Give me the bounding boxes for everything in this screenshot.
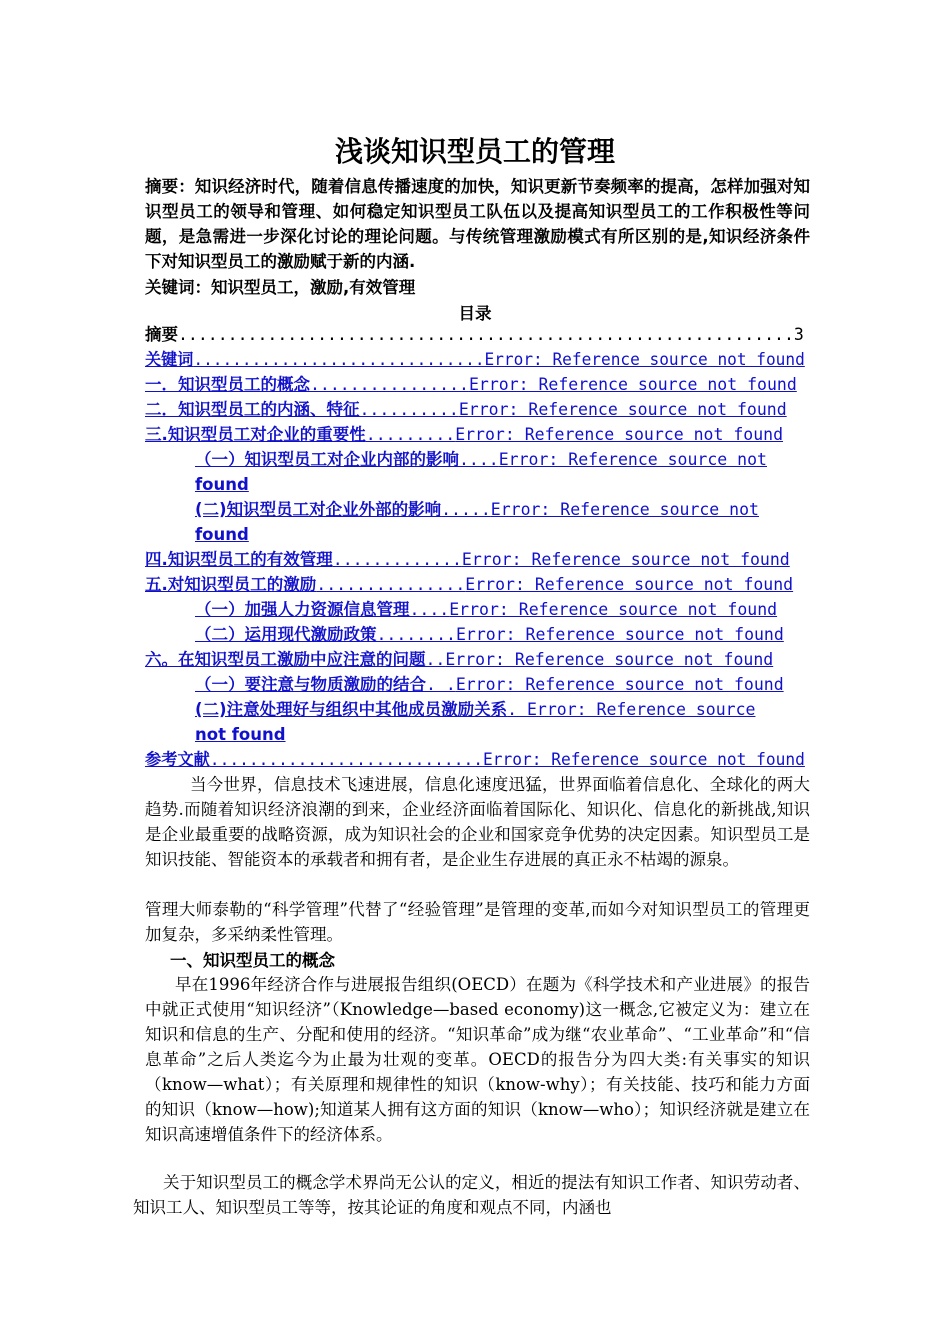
toc-entry[interactable]: [195, 672, 805, 697]
toc-page-ref: Error: Reference source not found: [461, 550, 790, 569]
toc-dot-leader: .: [507, 700, 527, 719]
toc-page-ref: Error: Reference source not found: [449, 600, 778, 619]
toc-title: 目录: [458, 304, 492, 323]
toc-page-ref: Error: Reference source not: [498, 450, 767, 469]
toc-dot-leader: ....: [409, 600, 450, 619]
toc-page-ref: Error: Reference source not found: [458, 400, 787, 419]
toc-dot-leader: ..............................................................: [178, 325, 794, 344]
toc-entry-label: （一）知识型员工对企业内部的影响: [195, 450, 459, 469]
toc-page-ref: Error: Reference source not found: [465, 575, 794, 594]
toc-dot-leader: ...............: [316, 575, 466, 594]
toc-entry[interactable]: [195, 447, 805, 472]
toc-page-ref: Error: Reference source not found: [482, 750, 805, 769]
toc-entry-label: 四.知识型员工的有效管理: [145, 550, 333, 569]
toc-entry[interactable]: [195, 622, 805, 647]
toc-dot-leader: . .: [426, 675, 456, 694]
toc-entry[interactable]: [195, 697, 805, 722]
toc-entry-label: （二）运用现代激励政策: [195, 625, 377, 644]
toc-page-ref: Error: Reference source not found: [455, 675, 784, 694]
toc-dot-leader: ............................: [209, 750, 483, 769]
toc-dot-leader: ................: [310, 375, 469, 394]
abstract-paragraph: 摘要：知识经济时代，随着信息传播速度的加快，知识更新节奏频率的提高，怎样加强对知识型员工的领导和管理、如何稳定知识型员工队伍以及提高知识型员工的工作积极性等问题，是急需进一步深化讨论的理论问题。与传统管理激励模式有所区别的是,知识经济条件下对知识型员工的激励赋于新的内涵.: [145, 177, 810, 271]
toc-page-ref: Error: Reference source not found: [484, 350, 805, 369]
definition-paragraph: 关于知识型员工的概念学术界尚无公认的定义，相近的提法有知识工作者、知识劳动者、知识工人、知识型员工等等，按其论证的角度和观点不同，内涵也: [133, 1173, 810, 1217]
toc-entry-label: 摘要: [145, 325, 178, 344]
intro-paragraph-2: 管理大师泰勒的“科学管理”代替了“经验管理”是管理的变革,而如今对知识型员工的管理更加复杂，多采纳柔性管理。: [145, 900, 810, 944]
toc-entry[interactable]: [195, 522, 249, 547]
toc-entry[interactable]: [145, 647, 805, 672]
toc-entry-label: （一）加强人力资源信息管理: [195, 600, 410, 619]
toc-page-ref: Error: Reference source not found: [468, 375, 797, 394]
toc-page-ref: Error: Reference source not found: [445, 650, 774, 669]
toc-dot-leader: ....: [459, 450, 499, 469]
toc-entry[interactable]: [145, 422, 805, 447]
toc-page-ref: Error: Reference source not found: [455, 625, 784, 644]
toc-dot-leader: .....: [441, 500, 491, 519]
toc-entry[interactable]: [145, 547, 805, 572]
toc-entry-label: 六。在知识型员工激励中应注意的问题: [145, 650, 426, 669]
toc-dot-leader: .............: [332, 550, 462, 569]
toc-dot-leader: ..............................: [193, 350, 485, 369]
toc-entry[interactable]: [145, 747, 805, 772]
toc-entry[interactable]: [145, 372, 805, 397]
toc-entry[interactable]: [195, 497, 805, 522]
concept-paragraph: 早在1996年经济合作与进展报告组织(OECD）在题为《科学技术和产业进展》的报告中就正式使用“知识经济”（Knowledge—based economy)这一概念,它被定义为：建立在知识和信息的生产、分配和使用的经济。“知识革命”成为继“农业革命”、“工业革命”和“信息革命”之后人类迄今为止最为壮观的变革。OECD的报告分为四大类:有关事实的知识（know—what）；有关原理和规律性的知识（know-why）；有关技能、技巧和能力方面的知识（know—how);知道某人拥有这方面的知识（know—who）；知识经济就是建立在知识高速增值条件下的经济体系。: [145, 975, 810, 1144]
toc-entry[interactable]: [195, 597, 805, 622]
intro-paragraph-1: 当今世界，信息技术飞速进展，信息化速度迅猛，世界面临着信息化、全球化的两大趋势.而随着知识经济浪潮的到来，企业经济面临着国际化、知识化、信息化的新挑战,知识是企业最重要的战略资源，成为知识社会的企业和国家竞争优势的决定因素。知识型员工是知识技能、智能资本的承载者和拥有者，是企业生存进展的真正永不枯竭的源泉。: [145, 775, 810, 869]
section-heading-1: 一、知识型员工的概念: [170, 951, 335, 970]
toc-entry-label: 一．知识型员工的概念: [145, 375, 310, 394]
toc-entry-label: found: [195, 475, 249, 494]
toc-page-ref: Error: Reference source not: [490, 500, 759, 519]
toc-entry-label: 三.知识型员工对企业的重要性: [145, 425, 366, 444]
toc-entry-label: 二．知识型员工的内涵、特征: [145, 400, 360, 419]
toc-dot-leader: ........: [376, 625, 456, 644]
toc-entry-label: 关键词: [145, 350, 194, 369]
toc-entry[interactable]: [145, 397, 805, 422]
toc-entry[interactable]: [145, 347, 805, 372]
toc-entry-label: found: [195, 525, 249, 544]
toc-entry-label: (二)注意处理好与组织中其他成员激励关系: [195, 700, 508, 719]
toc-page-ref: 3: [793, 325, 804, 344]
toc-entry-abstract: [145, 322, 805, 347]
toc-entry-label: (二)知识型员工对企业外部的影响: [195, 500, 442, 519]
toc-entry-label: not found: [195, 725, 286, 744]
keywords-line: 关键词：知识型员工，激励,有效管理: [145, 278, 416, 297]
toc-entry[interactable]: [195, 722, 286, 747]
toc-dot-leader: ..........: [359, 400, 459, 419]
document-title: 浅谈知识型员工的管理: [334, 135, 615, 168]
toc-entry-label: （一）要注意与物质激励的结合: [195, 675, 426, 694]
toc-entry-label: 参考文献: [145, 750, 210, 769]
toc-page-ref: Error: Reference source: [526, 700, 756, 719]
toc-entry-label: 五.对知识型员工的激励: [145, 575, 317, 594]
toc-page-ref: Error: Reference source not found: [455, 425, 784, 444]
toc-entry[interactable]: [195, 472, 249, 497]
toc-dot-leader: .........: [365, 425, 456, 444]
toc-entry[interactable]: [145, 572, 805, 597]
toc-dot-leader: ..: [425, 650, 446, 669]
